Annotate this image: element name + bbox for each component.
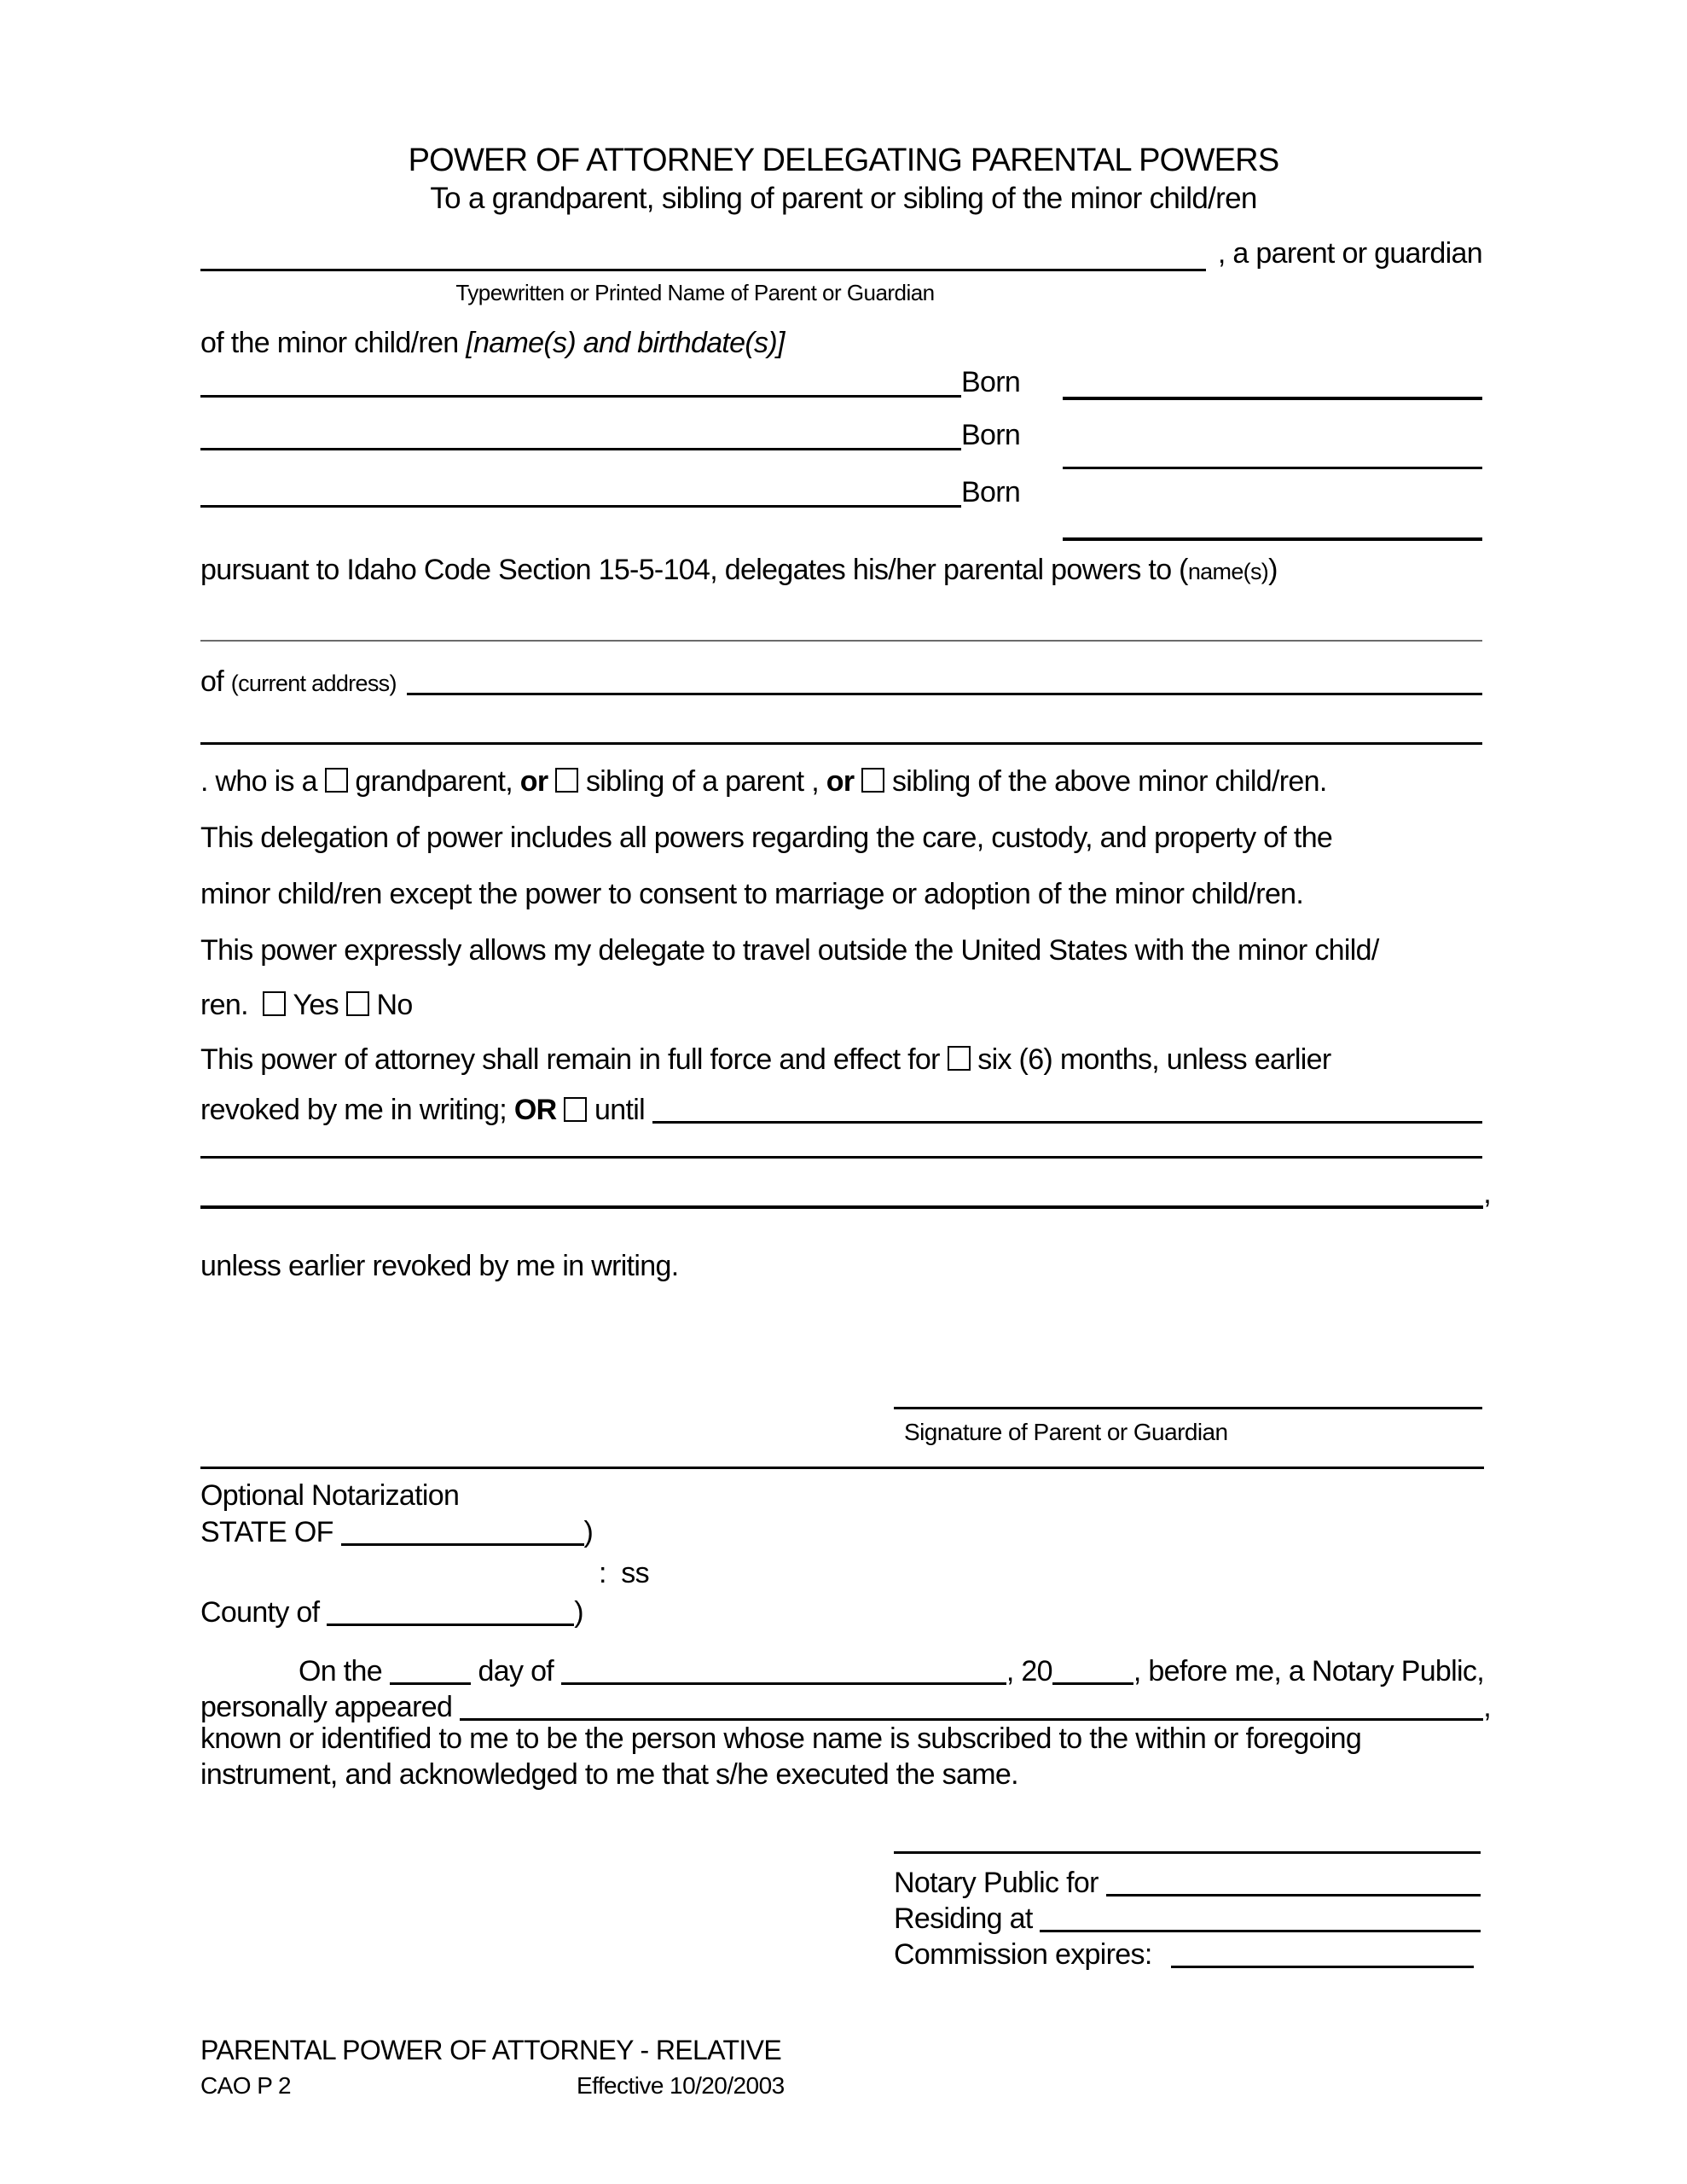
children-intro-italic: [name(s) and birthdate(s)]: [466, 327, 785, 359]
names-small-text: name(s): [1187, 559, 1269, 584]
duration-pre-text: This power of attorney shall remain in full force and effect for: [200, 1043, 948, 1076]
before-me-text: , before me, a Notary Public,: [1133, 1655, 1484, 1688]
parent-suffix-text: , a parent or guardian: [1217, 237, 1482, 270]
children-intro-line: [200, 326, 785, 361]
pursuant-close-paren: ): [1268, 554, 1278, 586]
notarization-divider: [200, 1467, 1484, 1469]
born-label-2: Born: [961, 419, 1021, 451]
duration-comma-text: ,: [1483, 1177, 1491, 1211]
duration-extra-line-2-field[interactable]: [200, 1205, 1483, 1209]
residing-at-text: Residing at: [894, 1902, 1041, 1936]
powers-line-2: minor child/ren except the power to consent to marriage or adoption of the minor child/ren.: [200, 878, 1304, 910]
parent-name-field[interactable]: [200, 269, 1206, 271]
commission-expires-field[interactable]: [1171, 1966, 1474, 1968]
ss-text: : ss: [599, 1557, 649, 1589]
powers-line-1: This delegation of power includes all powers regarding the care, custody, and property of the: [200, 822, 1333, 854]
signature-caption: Signature of Parent or Guardian: [904, 1419, 1228, 1445]
twenty-text: , 20: [1006, 1655, 1052, 1688]
pursuant-line: [200, 553, 1278, 588]
state-of-line: [200, 1515, 593, 1550]
personally-comma-text: ,: [1483, 1691, 1491, 1724]
born-label-3: Born: [961, 476, 1021, 508]
duration-extra-line-1-field[interactable]: [200, 1156, 1482, 1159]
child-1-name-field[interactable]: [200, 395, 961, 398]
commission-text: Commission expires:: [894, 1938, 1160, 1972]
notarization-heading: Optional Notarization: [200, 1479, 460, 1512]
until-date-field[interactable]: [652, 1121, 1482, 1124]
duration-revoked-text: revoked by me in writing;: [200, 1094, 514, 1127]
current-address-row: [200, 659, 1482, 700]
travel-yes-checkbox[interactable]: [263, 991, 286, 1016]
county-field[interactable]: [327, 1623, 574, 1626]
eligibility-space-2: [854, 765, 861, 798]
parent-name-caption: Typewritten or Printed Name of Parent or Guardian: [455, 280, 935, 305]
footer-form-code: CAO P 2: [200, 2072, 292, 2099]
personally-appeared-field[interactable]: [460, 1718, 1483, 1721]
child-3-name-field[interactable]: [200, 505, 961, 508]
duration-until-text: until: [587, 1094, 652, 1127]
notary-date-row: [299, 1650, 1484, 1689]
current-address-field[interactable]: [407, 693, 1482, 695]
travel-no-checkbox[interactable]: [346, 991, 369, 1016]
state-field[interactable]: [341, 1543, 584, 1546]
eligibility-lead-text: . who is a: [200, 765, 325, 798]
travel-ren-text: ren.: [200, 989, 264, 1021]
current-address-small-text: (current address): [230, 670, 397, 696]
parent-name-row: [200, 229, 1482, 271]
acknowledge-line-1: known or identified to me to be the person whose name is subscribed to the within or foregoing: [200, 1722, 1362, 1755]
child-1-birthdate-field[interactable]: [1063, 397, 1482, 400]
six-months-checkbox[interactable]: [948, 1046, 971, 1071]
address-of-text: of: [200, 665, 231, 699]
footer-title: PARENTAL POWER OF ATTORNEY - RELATIVE: [200, 2035, 782, 2065]
sibling-of-child-checkbox[interactable]: [861, 768, 884, 793]
day-of-text: day of: [470, 1655, 561, 1688]
notary-public-for-field[interactable]: [1106, 1894, 1481, 1896]
eligibility-or1-text: or: [519, 765, 548, 798]
month-field[interactable]: [561, 1682, 1006, 1685]
footer-effective-date: Effective 10/20/2003: [577, 2072, 785, 2099]
county-paren: ): [574, 1596, 583, 1629]
child-2-birthdate-field[interactable]: [1063, 467, 1482, 469]
pursuant-text: pursuant to Idaho Code Section 15-5-104, delegates his/her parental powers to (: [200, 554, 1188, 586]
notary-for-row: [894, 1863, 1481, 1901]
personally-appeared-row: [200, 1686, 1491, 1725]
eligibility-sibling-child-text: sibling of the above minor child/ren.: [884, 765, 1327, 798]
signature-field[interactable]: [894, 1407, 1482, 1409]
residing-at-row: [894, 1899, 1481, 1937]
duration-tail-text: unless earlier revoked by me in writing.: [200, 1250, 679, 1282]
duration-until-row: [200, 1090, 1482, 1128]
grandparent-checkbox[interactable]: [325, 768, 348, 793]
travel-no-text: No: [368, 989, 413, 1021]
eligibility-sibling-parent-text: sibling of a parent ,: [578, 765, 826, 798]
duration-space: [556, 1093, 564, 1128]
born-label-1: Born: [961, 366, 1021, 398]
eligibility-grandparent-text: grandparent,: [347, 765, 520, 798]
address-line-2-field[interactable]: [200, 742, 1482, 745]
personally-appeared-text: personally appeared: [200, 1691, 460, 1724]
eligibility-line: [200, 764, 1327, 799]
notary-for-text: Notary Public for: [894, 1867, 1106, 1900]
duration-extra-line-2-row: [200, 1176, 1491, 1211]
year-field[interactable]: [1052, 1682, 1133, 1685]
child-3-birthdate-field[interactable]: [1063, 537, 1482, 541]
residing-at-field[interactable]: [1040, 1930, 1481, 1932]
commission-row: [894, 1935, 1474, 1972]
notary-signature-field[interactable]: [894, 1851, 1481, 1854]
duration-line-1: [200, 1043, 1330, 1077]
state-of-text: STATE OF: [200, 1516, 341, 1548]
child-2-name-field[interactable]: [200, 448, 961, 450]
eligibility-space-1: [548, 765, 555, 798]
county-of-text: County of: [200, 1596, 328, 1629]
page-title: POWER OF ATTORNEY DELEGATING PARENTAL POWERS: [408, 142, 1279, 178]
day-field[interactable]: [390, 1682, 471, 1685]
state-paren: ): [583, 1516, 594, 1548]
travel-yes-text: Yes: [286, 989, 346, 1021]
children-intro-text: of the minor child/ren: [200, 327, 467, 359]
duration-post-text: six (6) months, unless earlier: [970, 1043, 1331, 1076]
delegate-names-field[interactable]: [200, 640, 1482, 642]
county-of-line: [200, 1595, 583, 1630]
travel-line-2: [200, 988, 413, 1023]
acknowledge-line-2: instrument, and acknowledged to me that s/he executed the same.: [200, 1758, 1018, 1791]
sibling-of-parent-checkbox[interactable]: [555, 768, 578, 793]
until-checkbox[interactable]: [564, 1097, 587, 1122]
eligibility-or2-text: or: [826, 765, 855, 798]
on-the-text: On the: [299, 1655, 390, 1688]
duration-or-text: OR: [513, 1094, 557, 1127]
page-subtitle: To a grandparent, sibling of parent or sibling of the minor child/ren: [430, 182, 1257, 215]
travel-line-1: This power expressly allows my delegate to travel outside the United States with the minor child/: [200, 934, 1379, 967]
